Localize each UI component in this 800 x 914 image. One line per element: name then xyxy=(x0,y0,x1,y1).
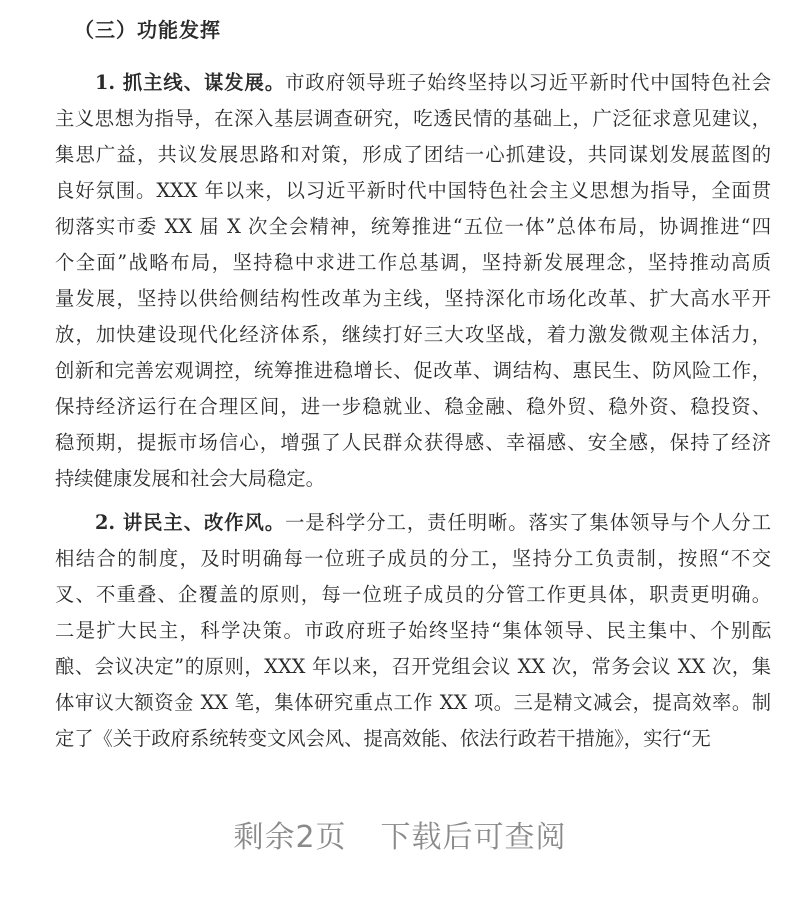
text-line xyxy=(55,317,771,353)
text-line xyxy=(55,577,771,613)
text-line xyxy=(55,541,771,577)
download-prompt[interactable] xyxy=(0,812,800,856)
text-line xyxy=(55,101,771,137)
text-line xyxy=(55,65,771,101)
text-line xyxy=(55,649,771,685)
line-text: 持续健康发展和社会大局稳定。 xyxy=(55,467,325,490)
line-text: 集思广益，共议发展思路和对策，形成了团结一心抓建设，共同谋划发展蓝图的 xyxy=(55,143,771,166)
line-text: 创新和完善宏观调控，统筹推进稳增长、促改革、调结构、惠民生、防风险工作， xyxy=(55,359,771,382)
text-line xyxy=(55,389,771,425)
text-line xyxy=(55,137,771,173)
text-line xyxy=(55,209,771,245)
line-text: 酿、会议决定”的原则，XXX 年以来，召开党组会议 XX 次，常务会议 XX 次，集 xyxy=(55,655,771,678)
remaining-pages-text: 剩余2页 xyxy=(233,820,347,855)
line-text: 相结合的制度，及时明确每一位班子成员的分工，坚持分工负责制，按照“不交 xyxy=(55,547,771,570)
paragraph-1 xyxy=(55,65,771,497)
text-line xyxy=(55,245,771,281)
text-line xyxy=(55,505,771,541)
line-text: 彻落实市委 XX 届 X 次全会精神，统筹推进“五位一体”总体布局，协调推进“四 xyxy=(55,215,771,238)
text-line xyxy=(55,721,771,757)
paragraph-2 xyxy=(55,505,771,757)
text-line xyxy=(55,685,771,721)
line-text: 良好氛围。XXX 年以来，以习近平新时代中国特色社会主义思想为指导，全面贯 xyxy=(55,179,771,202)
paragraph-lead: 2. 讲民主、改作风。 xyxy=(95,511,286,534)
line-text: 主义思想为指导，在深入基层调查研究，吃透民情的基础上，广泛征求意见建议， xyxy=(55,107,771,130)
line-text: 二是扩大民主，科学决策。市政府班子始终坚持“集体领导、民主集中、个别酝 xyxy=(55,619,771,642)
line-text: 量发展，坚持以供给侧结构性改革为主线，坚持深化市场化改革、扩大高水平开 xyxy=(55,287,771,310)
text-line xyxy=(55,461,771,497)
line-text: 保持经济运行在合理区间，进一步稳就业、稳金融、稳外贸、稳外资、稳投资、 xyxy=(55,395,771,418)
text-line xyxy=(55,173,771,209)
download-to-view-text[interactable]: 下载后可查阅 xyxy=(380,820,567,855)
line-text: 体审议大额资金 XX 笔，集体研究重点工作 XX 项。三是精文减会，提高效率。制 xyxy=(55,691,771,714)
line-text: 稳预期，提振市场信心，增强了人民群众获得感、幸福感、安全感，保持了经济 xyxy=(55,431,771,454)
section-heading: （三）功能发挥 xyxy=(74,18,221,42)
line-text: 放，加快建设现代化经济体系，继续打好三大攻坚战，着力激发微观主体活力， xyxy=(55,323,771,346)
line-text: 定了《关于政府系统转变文风会风、提高效能、依法行政若干措施》，实行“无 xyxy=(55,727,711,750)
text-line xyxy=(55,613,771,649)
text-line xyxy=(55,425,771,461)
line-text: 市政府领导班子始终坚持以习近平新时代中国特色社会 xyxy=(285,71,772,94)
line-text: 叉、不重叠、企覆盖的原则，每一位班子成员的分管工作更具体，职责更明确。 xyxy=(55,583,771,606)
line-text: 个全面”战略布局，坚持稳中求进工作总基调，坚持新发展理念，坚持推动高质 xyxy=(55,251,771,274)
paragraph-lead: 1. 抓主线、谋发展。 xyxy=(95,71,286,94)
text-line xyxy=(55,281,771,317)
text-line xyxy=(55,353,771,389)
line-text: 一是科学分工，责任明晰。落实了集体领导与个人分工 xyxy=(285,511,772,534)
